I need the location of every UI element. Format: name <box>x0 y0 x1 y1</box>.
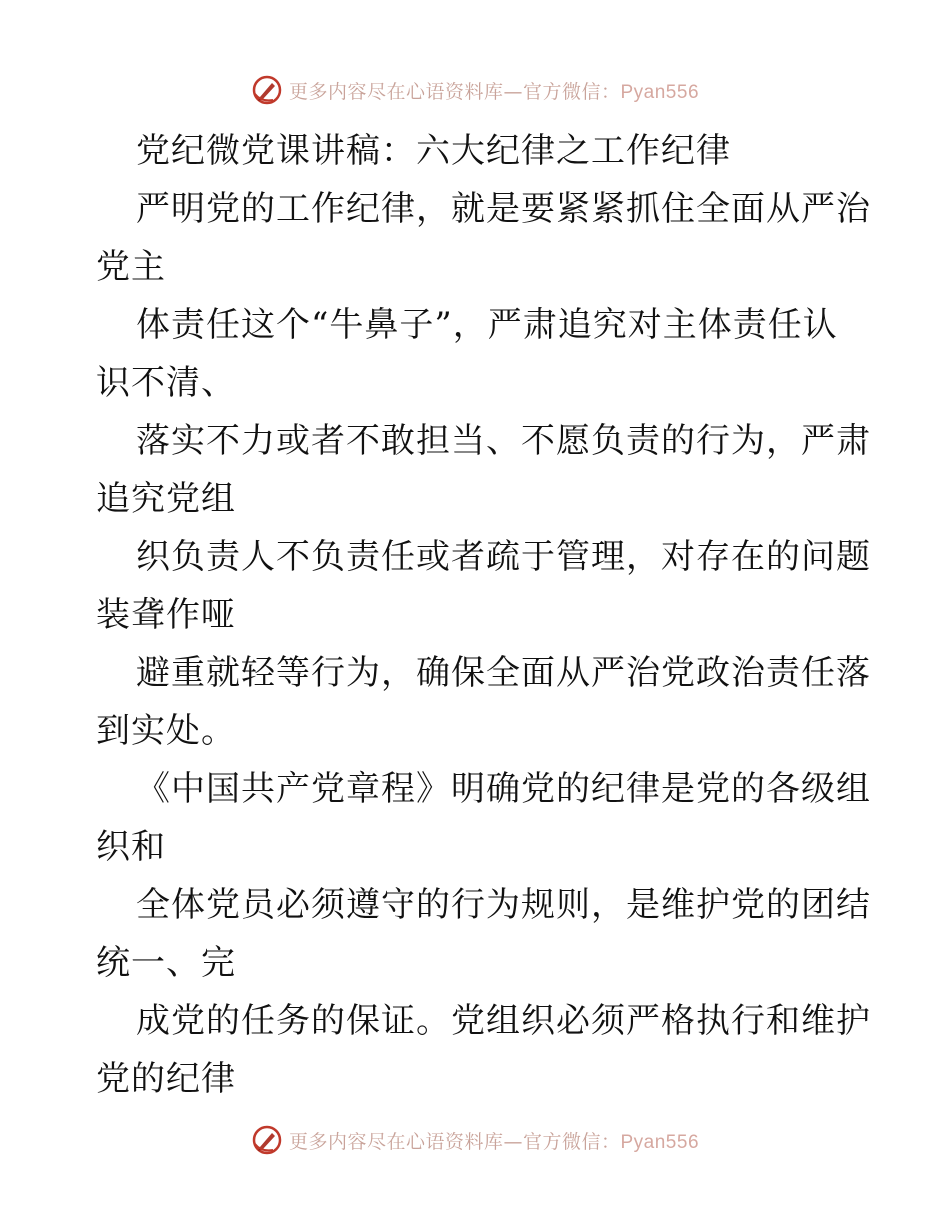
text-line: 装聋作哑 <box>96 595 236 635</box>
footer-wechat-id: Pyan556 <box>620 1131 700 1153</box>
text-line: 党的纪律 <box>96 1059 236 1099</box>
text-line: 成党的任务的保证。党组织必须严格执行和维护 <box>136 1001 871 1041</box>
footer-site-text: 更多内容尽在心语资料库 <box>288 1130 504 1153</box>
text-line: 体责任这个“牛鼻子”，严肃追究对主体责任认 <box>136 305 838 345</box>
footer-banner <box>0 1118 950 1162</box>
text-line: 追究党组 <box>96 479 236 519</box>
text-line: 识不清、 <box>96 363 236 403</box>
text-line: 到实处。 <box>96 711 236 751</box>
footer-text <box>289 1127 699 1154</box>
header-site-text: 更多内容尽在心语资料库 <box>288 80 504 103</box>
text-line: 统一、完 <box>96 943 236 983</box>
text-line: 织负责人不负责任或者疏于管理，对存在的问题 <box>136 537 871 577</box>
header-wechat-label: 官方微信： <box>522 80 621 103</box>
text-line: 《中国共产党章程》明确党的纪律是党的各级组 <box>136 769 871 809</box>
document-title: 党纪微党课讲稿：六大纪律之工作纪律 <box>136 131 731 171</box>
document-body <box>96 122 871 1108</box>
text-line: 党主 <box>96 247 166 287</box>
pen-logo-icon <box>251 1124 283 1156</box>
header-text <box>289 77 699 104</box>
header-wechat-id: Pyan556 <box>620 81 700 103</box>
text-line: 严明党的工作纪律，就是要紧紧抓住全面从严治 <box>136 189 871 229</box>
text-line: 避重就轻等行为，确保全面从严治党政治责任落 <box>136 653 871 693</box>
header-dash: — <box>503 80 523 103</box>
header-banner <box>0 68 950 112</box>
text-line: 织和 <box>96 827 166 867</box>
footer-dash: — <box>503 1130 523 1153</box>
text-line: 全体党员必须遵守的行为规则，是维护党的团结 <box>136 885 871 925</box>
pen-logo-icon <box>251 74 283 106</box>
footer-wechat-label: 官方微信： <box>522 1130 621 1153</box>
text-line: 落实不力或者不敢担当、不愿负责的行为，严肃 <box>136 421 871 461</box>
